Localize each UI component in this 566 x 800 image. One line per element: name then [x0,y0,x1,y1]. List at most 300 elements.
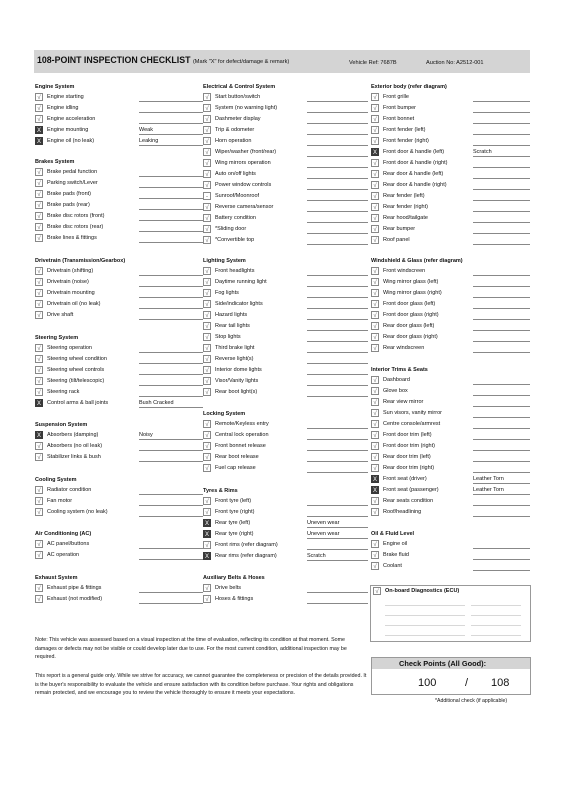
status-checkbox[interactable]: X [36,128,41,134]
checklist-item [371,332,463,343]
status-checkbox[interactable]: X [372,488,377,494]
item-label: Cooling system (no leak) [47,509,108,515]
checklist-item [203,180,275,191]
remark-line [307,374,368,375]
remark-line [307,319,368,320]
status-checkbox[interactable]: √ [371,442,379,450]
status-checkbox[interactable]: √ [35,278,43,286]
item-label: Wing mirror glass (left) [383,279,439,285]
item-label: Daytime running light [215,279,267,285]
status-checkbox[interactable]: √ [203,431,211,439]
remark-line [473,439,530,440]
checklist-item [371,288,463,299]
status-checkbox[interactable]: √ [35,93,43,101]
checklist-item [35,266,125,277]
status-checkbox[interactable]: √ [203,236,211,244]
status-checkbox[interactable]: √ [203,170,211,178]
item-label: Parking switch/Lever [47,180,98,186]
remark-line [139,145,203,146]
checklist-item [203,332,246,343]
status-checkbox[interactable]: √ [371,267,379,275]
remark-line [307,505,368,506]
checklist-item [35,299,125,310]
checklist-item [371,191,447,202]
remark-line [473,472,530,473]
checklist-item [35,189,92,200]
status-checkbox[interactable]: √ [203,442,211,450]
status-checkbox[interactable]: √ [35,508,43,516]
status-checkbox[interactable]: √ [371,322,379,330]
item-label: Reverse light(s) [215,356,254,362]
checklist-item [35,452,101,463]
remark-line [307,341,368,342]
section [35,158,105,244]
checklist-item [35,430,153,441]
status-checkbox[interactable]: √ [371,409,379,417]
status-checkbox[interactable]: √ [35,201,43,209]
item-label: Fan motor [47,498,73,504]
item-label: Engine starting [47,94,84,100]
remark-line [307,123,368,124]
status-checkbox[interactable]: √ [203,225,211,233]
status-checkbox[interactable]: √ [371,236,379,244]
status-checkbox[interactable]: X [36,401,41,407]
item-label: Brake lines & fittings [47,235,97,241]
remark-line [139,385,203,386]
section-title: Exhaust System [35,575,78,581]
section [203,257,267,398]
item-label: Front grille [383,94,409,100]
status-checkbox[interactable]: √ [35,595,43,603]
status-checkbox[interactable]: √ [203,115,211,123]
status-checkbox[interactable]: √ [35,104,43,112]
status-checkbox[interactable]: √ [35,300,43,308]
checklist-item [371,125,447,136]
status-checkbox[interactable]: √ [203,344,211,352]
status-checkbox[interactable]: √ [203,420,211,428]
status-checkbox[interactable]: √ [35,311,43,319]
item-label: Steering wheel controls [47,367,105,373]
status-checkbox[interactable]: √ [35,344,43,352]
item-label: Rear hood/tailgate [383,215,428,221]
checklist-item [371,180,447,191]
section-title: Electrical & Control System [203,84,276,90]
checklist-item [35,310,125,321]
status-checkbox[interactable]: √ [203,104,211,112]
checklist-item [203,103,278,114]
remark-line [307,189,368,190]
item-label: Front door glass (right) [383,312,439,318]
item-label: Drivetrain (shifting) [47,268,94,274]
remark-line [139,461,203,462]
section [35,476,108,518]
item-label: Engine acceleration [47,116,96,122]
remark-line [473,123,530,124]
item-label: Brake fluid [383,552,409,558]
remark-line [473,483,530,484]
checklist-item [203,496,252,507]
item-label: Drivetrain mounting [47,290,95,296]
item-label: Front rims (refer diagram) [215,542,278,548]
status-checkbox[interactable]: √ [35,234,43,242]
item-label: Glove box [383,388,408,394]
item-label: Dashboard [383,377,410,383]
checklist-item [203,419,269,430]
status-checkbox[interactable]: √ [35,540,43,548]
item-remark: Weak [139,127,153,133]
status-checkbox[interactable]: √ [371,93,379,101]
checklist-item [35,583,102,594]
status-checkbox[interactable]: √ [371,344,379,352]
item-label: Front door glass (left) [383,301,436,307]
item-label: Front fender (right) [383,138,429,144]
status-checkbox[interactable]: √ [35,377,43,385]
remark-line [139,396,203,397]
ecu-title: On-board Diagnostics (ECU) [385,588,460,594]
section [35,421,153,463]
status-checkbox[interactable]: √ [371,398,379,406]
status-checkbox[interactable]: √ [203,595,211,603]
checklist-item [35,222,104,233]
checklist-item [203,213,275,224]
item-label: Rear door & handle (right) [383,182,447,188]
item-label: Side/indicator lights [215,301,263,307]
remark-line [473,559,530,560]
remark-line [307,363,368,364]
remark-line [307,516,368,517]
section-title: Brakes System [35,159,75,165]
status-checkbox[interactable]: √ [371,540,379,548]
status-checkbox[interactable]: √ [35,212,43,220]
item-label: Brake pads (front) [47,191,92,197]
checklist-item [35,125,153,136]
remark-line [473,211,530,212]
status-checkbox[interactable]: √ [371,453,379,461]
status-checkbox[interactable]: √ [35,453,43,461]
remark-line [473,352,530,353]
item-label: Brake disc rotors (front) [47,213,105,219]
item-label: Absorbers (no oil leak) [47,443,103,449]
item-label: *Sliding door [215,226,247,232]
item-label: Horn operation [215,138,252,144]
status-checkbox[interactable]: √ [203,203,211,211]
status-checkbox[interactable]: √ [35,115,43,123]
item-label: Rear door & handle (left) [383,171,444,177]
status-checkbox[interactable]: X [36,139,41,145]
status-checkbox[interactable]: √ [203,541,211,549]
status-checkbox[interactable]: √ [35,497,43,505]
section-title: Lighting System [203,258,246,264]
item-label: Brake pads (rear) [47,202,90,208]
remark-line [473,505,530,506]
item-label: Front tyre (left) [215,498,252,504]
status-checkbox[interactable]: √ [35,442,43,450]
status-checkbox[interactable]: √ [371,181,379,189]
section-title: Locking System [203,411,246,417]
item-label: Wing mirrors operation [215,160,271,166]
status-checkbox[interactable]: X [204,554,209,560]
item-label: Wiper/washer (front/rear) [215,149,277,155]
additional-check-note: *Additional check (if applicable) [435,698,508,704]
item-label: Engine idling [47,105,79,111]
checklist-header [34,50,530,73]
remark-line [473,145,530,146]
section-title: Air Conditioning (AC) [35,531,92,537]
remark-line [473,275,530,276]
item-label: Steering (tilt/telescopic) [47,378,105,384]
status-checkbox[interactable]: √ [203,355,211,363]
item-remark: Leaking [139,138,159,144]
status-checkbox[interactable]: √ [203,159,211,167]
status-checkbox[interactable]: √ [35,486,43,494]
status-checkbox[interactable]: √ [35,355,43,363]
status-checkbox[interactable]: √ [35,366,43,374]
remark-line [473,570,530,571]
status-checkbox[interactable]: √ [371,115,379,123]
status-checkbox[interactable]: √ [35,584,43,592]
checklist-item [371,550,414,561]
ecu-line [471,625,521,626]
status-checkbox[interactable]: √ [35,551,43,559]
checklist-item [371,136,447,147]
item-remark: Noisy [139,432,153,438]
remark-line [473,461,530,462]
status-checkbox[interactable]: √ [371,203,379,211]
remark-line [139,134,203,135]
status-checkbox[interactable]: √ [371,214,379,222]
remark-line [139,494,203,495]
status-checkbox[interactable]: √ [203,366,211,374]
status-checkbox[interactable]: √ [371,420,379,428]
remark-line [473,319,530,320]
status-checkbox[interactable]: √ [371,508,379,516]
status-checkbox[interactable]: √ [371,387,379,395]
status-checkbox[interactable]: √ [371,376,379,384]
checklist-item [371,463,435,474]
status-checkbox[interactable]: X [372,150,377,156]
item-label: Coolant [383,563,402,569]
item-label: Rear boot light(s) [215,389,258,395]
checklist-item [203,191,275,202]
checklist-item [35,178,98,189]
item-label: Front bonnet [383,116,415,122]
remark-line [139,297,203,298]
status-checkbox[interactable]: √ [371,551,379,559]
status-checkbox[interactable]: √ [35,289,43,297]
item-label: Front windscreen [383,268,426,274]
status-checkbox[interactable]: √ [203,278,211,286]
item-label: Rear bumper [383,226,416,232]
section-title: Suspension System [35,422,88,428]
remark-line [139,275,203,276]
status-checkbox[interactable]: √ [371,278,379,286]
status-checkbox[interactable]: √ [371,562,379,570]
remark-line [473,178,530,179]
item-label: Auto on/off lights [215,171,256,177]
status-checkbox[interactable]: √ [203,508,211,516]
item-label: Rear tyre (left) [215,520,251,526]
status-checkbox[interactable]: √ [203,289,211,297]
item-label: Stabilizer links & bush [47,454,101,460]
section [203,410,269,474]
remark-line [473,395,530,396]
item-label: Sun visors, vanity mirror [383,410,442,416]
status-checkbox[interactable]: X [204,532,209,538]
item-label: Front door trim (right) [383,443,435,449]
status-checkbox[interactable]: √ [203,464,211,472]
status-checkbox[interactable]: X [204,521,209,527]
status-checkbox[interactable]: - [203,192,211,200]
checklist-item [203,92,275,103]
item-label: Rear door glass (right) [383,334,438,340]
remark-line [307,560,368,561]
checklist-item [371,310,463,321]
section [35,334,174,409]
section [203,574,265,605]
remark-line [307,112,368,113]
item-label: Rear tail lights [215,323,250,329]
checklist-item [35,114,96,125]
status-checkbox[interactable]: √ [371,497,379,505]
checklist-item [35,539,91,550]
status-checkbox[interactable]: √ [371,159,379,167]
checklist-item [371,158,447,169]
item-label: Front headlights [215,268,255,274]
remark-line [307,439,368,440]
status-checkbox[interactable]: √ [203,584,211,592]
remark-line [307,222,368,223]
item-label: Visor/Vanity lights [215,378,259,384]
checklist-item [203,114,275,125]
checklist-item [203,277,267,288]
status-checkbox[interactable]: √ [203,126,211,134]
checklist-item [35,441,103,452]
section-title: Exterior body (refer diagram) [371,84,447,90]
checklist-item [371,507,428,518]
status-checkbox[interactable]: √ [371,300,379,308]
item-label: Interior dome lights [215,367,262,373]
status-checkbox[interactable]: √ [203,333,211,341]
checklist-item [371,147,492,158]
status-checkbox[interactable]: √ [371,126,379,134]
remark-line [473,428,530,429]
checklist-item [35,496,77,507]
section-title: Steering System [35,335,79,341]
status-checkbox[interactable]: √ [371,333,379,341]
status-checkbox[interactable]: √ [371,104,379,112]
checklist-item [203,376,259,387]
status-checkbox[interactable]: √ [35,179,43,187]
status-checkbox[interactable]: √ [203,148,211,156]
ecu-line [471,605,521,606]
status-checkbox[interactable]: X [36,433,41,439]
status-checkbox[interactable]: √ [203,93,211,101]
remark-line [307,549,368,550]
status-checkbox[interactable]: √ [203,497,211,505]
status-checkbox[interactable]: √ [371,464,379,472]
status-checkbox[interactable]: √ [371,170,379,178]
item-label: Brake pedal function [47,169,98,175]
remark-line [139,559,203,560]
status-checkbox[interactable]: √ [203,453,211,461]
status-checkbox[interactable]: √ [203,311,211,319]
status-checkbox[interactable]: √ [371,225,379,233]
item-label: Steering wheel condition [47,356,107,362]
section [371,530,414,572]
checklist-item [203,551,326,562]
ecu-checkbox[interactable]: √ [373,587,381,595]
checklist-item [203,507,255,518]
checklist-item [371,474,504,485]
remark-line [139,505,203,506]
item-label: Rear fender (left) [383,193,425,199]
remark-line [139,220,203,221]
status-checkbox[interactable]: √ [371,289,379,297]
item-label: Rear boot release [215,454,259,460]
item-label: Front seat (driver) [383,476,427,482]
checklist-item [35,92,84,103]
remark-line [307,156,368,157]
remark-line [307,200,368,201]
status-checkbox[interactable]: √ [35,190,43,198]
status-checkbox[interactable]: √ [35,388,43,396]
item-label: Front seat (passenger) [383,487,439,493]
status-checkbox[interactable]: √ [371,137,379,145]
checklist-item [371,419,441,430]
item-remark: Uneven wear [307,531,340,537]
checklist-item [203,441,266,452]
status-checkbox[interactable]: √ [371,311,379,319]
status-checkbox[interactable]: √ [203,388,211,396]
status-checkbox[interactable]: √ [35,267,43,275]
checklist-item [35,167,98,178]
status-checkbox[interactable]: √ [371,431,379,439]
remark-line [139,198,203,199]
checklist-item [203,299,263,310]
section-title: Interior Trims & Seats [371,367,428,373]
remark-line [139,242,203,243]
status-checkbox[interactable]: √ [203,137,211,145]
checklist-item [203,202,275,213]
status-checkbox[interactable]: √ [203,322,211,330]
item-label: Front door & handle (left) [383,149,445,155]
item-label: Fog lights [215,290,239,296]
status-checkbox[interactable]: √ [371,192,379,200]
item-label: Engine oil (no leak) [47,138,95,144]
item-label: Rear tyre (right) [215,531,254,537]
checkpoints-title: Check Points (All Good): [399,659,487,668]
remark-line [307,538,368,539]
checklist-item [203,147,275,158]
section [371,83,492,246]
status-checkbox[interactable]: √ [35,223,43,231]
remark-line [139,286,203,287]
checklist-item [203,158,275,169]
status-checkbox[interactable]: √ [203,377,211,385]
checklist-item [35,398,174,409]
status-checkbox[interactable]: √ [203,267,211,275]
item-label: Front tyre (right) [215,509,255,515]
status-checkbox[interactable]: √ [203,300,211,308]
remark-line [139,176,203,177]
status-checkbox[interactable]: √ [203,181,211,189]
status-checkbox[interactable]: √ [35,168,43,176]
item-label: Trip & odometer [215,127,255,133]
status-checkbox[interactable]: X [372,477,377,483]
remark-line [139,308,203,309]
checklist-item [203,343,255,354]
status-checkbox[interactable]: √ [203,214,211,222]
